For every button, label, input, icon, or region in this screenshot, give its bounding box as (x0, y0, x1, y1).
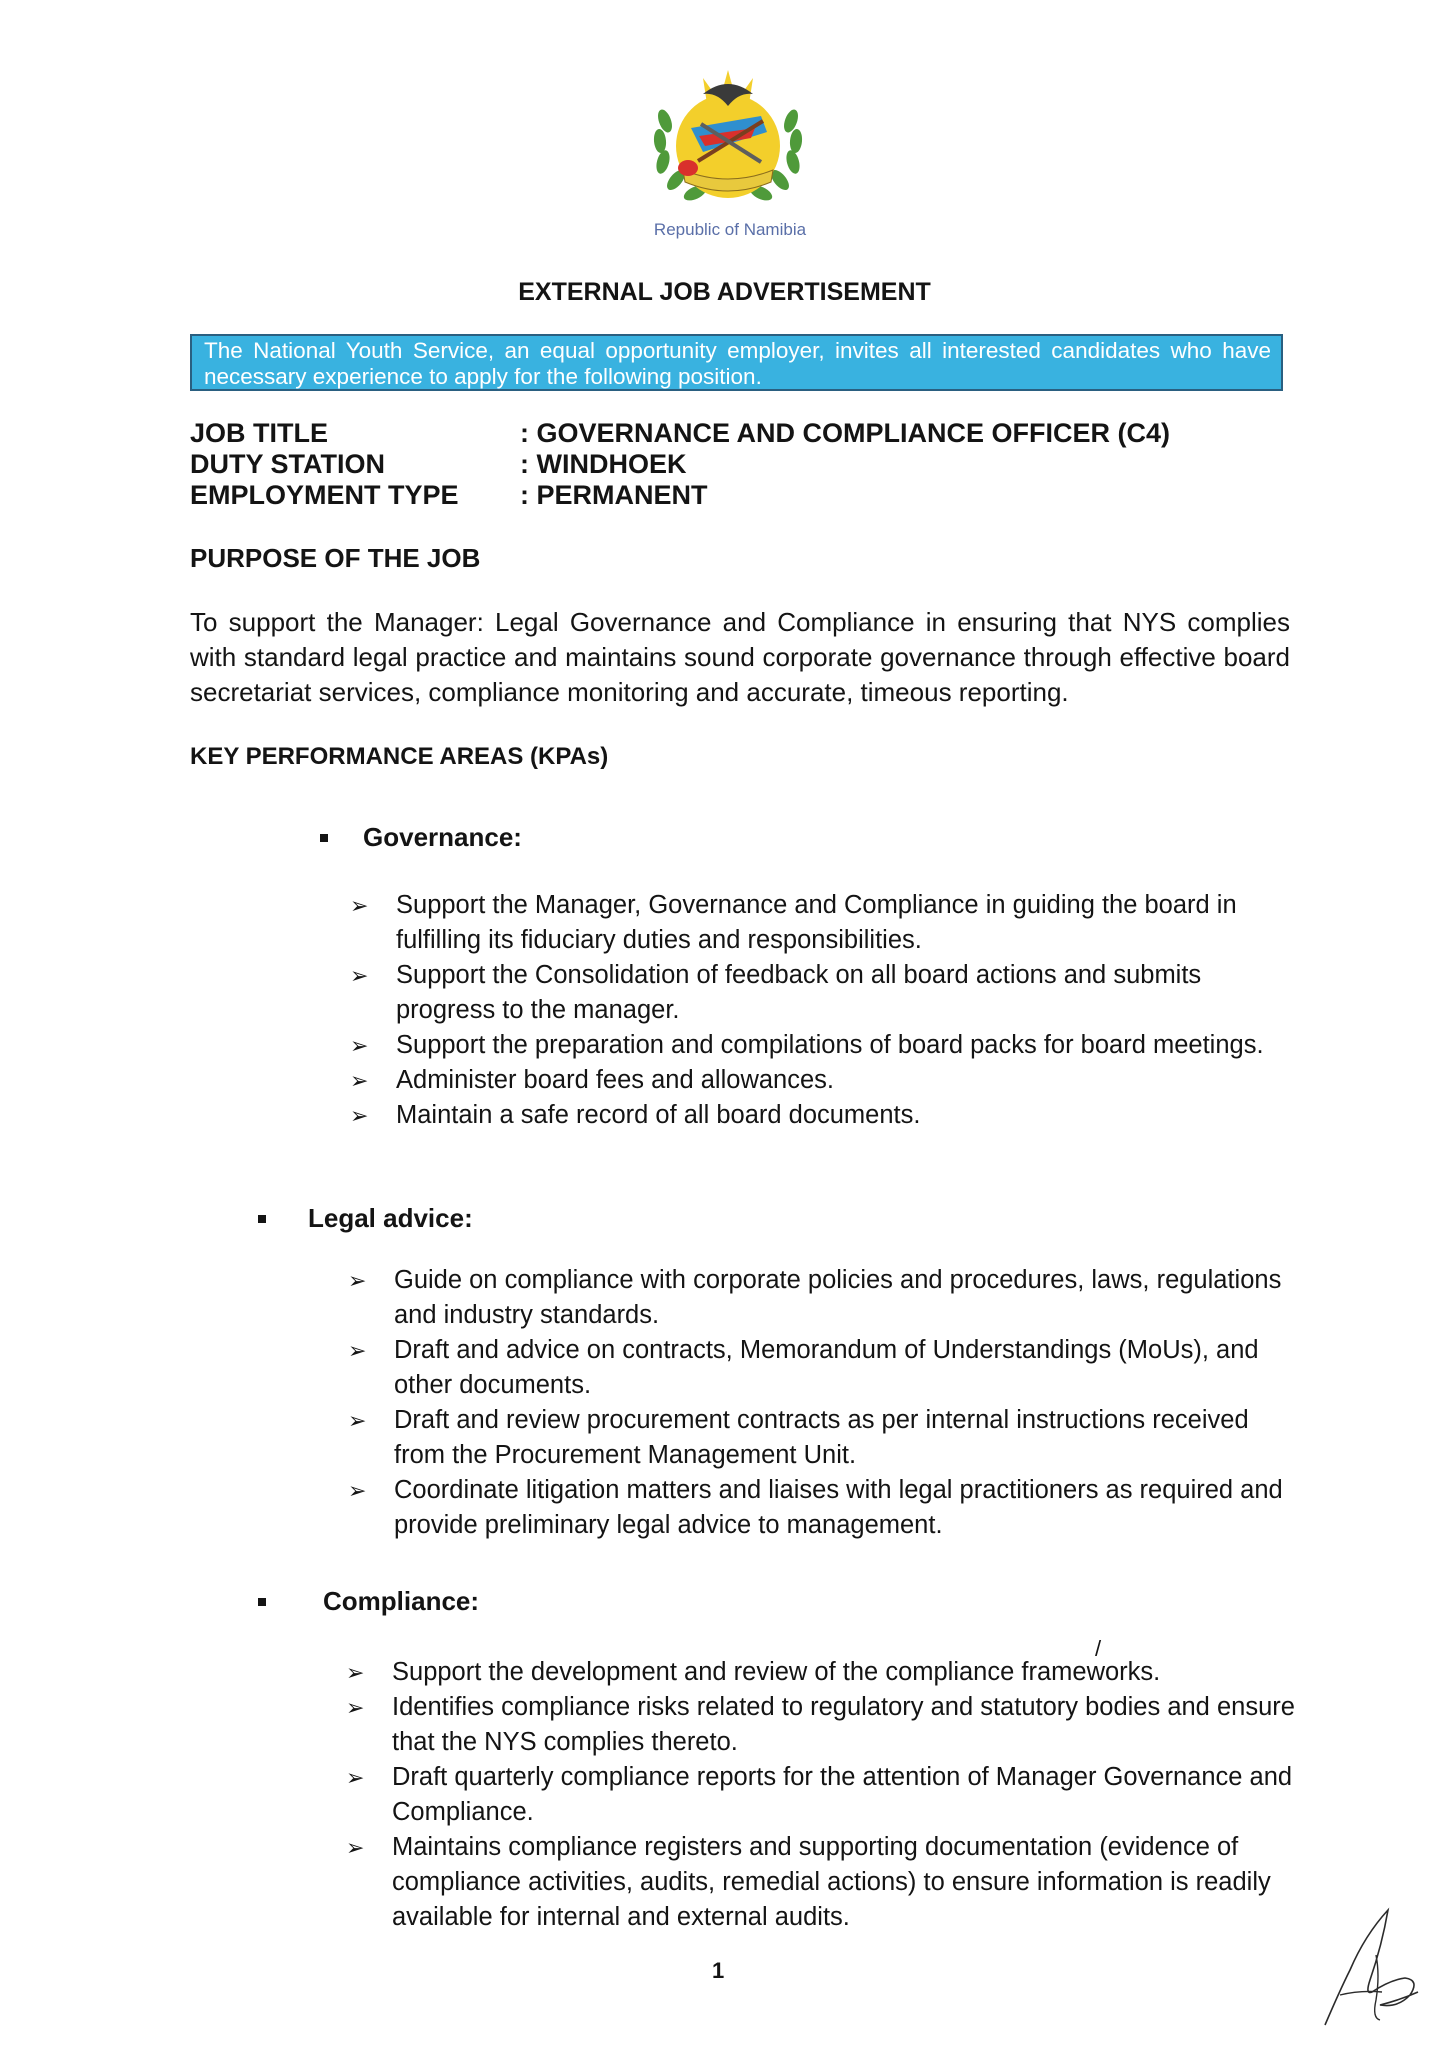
square-bullet-icon (258, 1215, 266, 1223)
list-item-text: Draft and advice on contracts, Memorandum of Understandings (MoUs), and other documents. (394, 1336, 1259, 1399)
list-item (348, 1333, 1298, 1403)
arrow-bullet-icon: ➢ (350, 1068, 369, 1093)
compliance-list (346, 1655, 1296, 1935)
list-item (348, 1473, 1298, 1543)
arrow-bullet-icon: ➢ (348, 1338, 367, 1363)
arrow-bullet-icon: ➢ (346, 1660, 365, 1685)
detail-label: EMPLOYMENT TYPE (190, 480, 459, 510)
section-title: Compliance: (323, 1586, 480, 1616)
list-item (346, 1690, 1296, 1760)
detail-row-employment-type (190, 480, 1170, 511)
handwritten-signature (1310, 1900, 1430, 2030)
list-item-text: Draft and review procurement contracts as per internal instructions received from the Procurement Management Unit. (394, 1406, 1249, 1469)
list-item (348, 1263, 1298, 1333)
logo-caption: Republic of Namibia (653, 220, 807, 239)
arrow-bullet-icon: ➢ (348, 1268, 367, 1293)
list-item-text: Support the preparation and compilations of board packs for board meetings. (396, 1031, 1264, 1059)
detail-value: : GOVERNANCE AND COMPLIANCE OFFICER (C4) (520, 418, 1171, 448)
detail-row-duty-station (190, 449, 1170, 480)
detail-label: JOB TITLE (190, 418, 329, 448)
arrow-bullet-icon: ➢ (350, 1103, 369, 1128)
kpa-heading: KEY PERFORMANCE AREAS (KPAs) (190, 743, 609, 770)
list-item-text: Administer board fees and allowances. (396, 1066, 834, 1094)
purpose-text: To support the Manager: Legal Governance and Compliance in ensuring that NYS complies with standard legal practice and maintains sound corporate governance through effective board secretariat services, compliance monitoring and accurate, timeous reporting. (190, 607, 1290, 707)
advertisement-title: EXTERNAL JOB ADVERTISEMENT (518, 278, 931, 306)
list-item (348, 1403, 1298, 1473)
list-item-text: Guide on compliance with corporate policies and procedures, laws, regulations and industry standards. (394, 1266, 1282, 1329)
arrow-bullet-icon: ➢ (350, 893, 369, 918)
detail-value: : WINDHOEK (520, 449, 687, 479)
intro-banner: The National Youth Service, an equal opportunity employer, invites all interested candidates who have necessary experience to apply for the following position. (190, 334, 1283, 391)
purpose-heading: PURPOSE OF THE JOB (190, 543, 481, 573)
job-details (190, 418, 1170, 511)
list-item (350, 958, 1300, 1028)
list-item-text: Identifies compliance risks related to regulatory and statutory bodies and ensure that the NYS complies thereto. (392, 1693, 1295, 1756)
page-number: 1 (712, 1958, 725, 1983)
section-compliance-title (258, 1586, 479, 1617)
arrow-bullet-icon: ➢ (346, 1695, 365, 1720)
list-item (346, 1655, 1296, 1690)
detail-row-job-title (190, 418, 1170, 449)
list-item-text: Maintains compliance registers and supporting documentation (evidence of compliance activities, audits, remedial actions) to ensure information is readily available for internal and external audits. (392, 1833, 1271, 1931)
arrow-bullet-icon: ➢ (348, 1408, 367, 1433)
list-item (350, 888, 1300, 958)
list-item (350, 1098, 1300, 1133)
arrow-bullet-icon: ➢ (346, 1765, 365, 1790)
list-item-text: Support the development and review of the compliance frameworks. (392, 1658, 1161, 1686)
detail-label: DUTY STATION (190, 449, 385, 479)
section-governance-title (320, 822, 522, 853)
section-legal-title (258, 1203, 473, 1234)
legal-advice-list (348, 1263, 1298, 1543)
governance-list (350, 888, 1300, 1133)
list-item (350, 1028, 1300, 1063)
arrow-bullet-icon: ➢ (350, 1033, 369, 1058)
section-title: Legal advice: (308, 1203, 473, 1233)
list-item-text: Draft quarterly compliance reports for the attention of Manager Governance and Compliance. (392, 1763, 1293, 1826)
list-item-text: Support the Manager, Governance and Compliance in guiding the board in fulfilling its fiduciary duties and responsibilities. (396, 891, 1237, 954)
list-item-text: Coordinate litigation matters and liaises with legal practitioners as required and provide preliminary legal advice to management. (394, 1476, 1283, 1539)
section-title: Governance: (363, 822, 522, 852)
square-bullet-icon (320, 834, 328, 842)
list-item-text: Support the Consolidation of feedback on all board actions and submits progress to the manager. (396, 961, 1202, 1024)
handwritten-mark: / (1095, 1636, 1102, 1661)
list-item (346, 1760, 1296, 1830)
arrow-bullet-icon: ➢ (350, 963, 369, 988)
nys-emblem-logo (643, 66, 813, 216)
arrow-bullet-icon: ➢ (348, 1478, 367, 1503)
list-item (350, 1063, 1300, 1098)
square-bullet-icon (258, 1598, 266, 1606)
detail-value: : PERMANENT (520, 480, 708, 510)
arrow-bullet-icon: ➢ (346, 1835, 365, 1860)
list-item (346, 1830, 1296, 1935)
list-item-text: Maintain a safe record of all board documents. (396, 1101, 921, 1129)
